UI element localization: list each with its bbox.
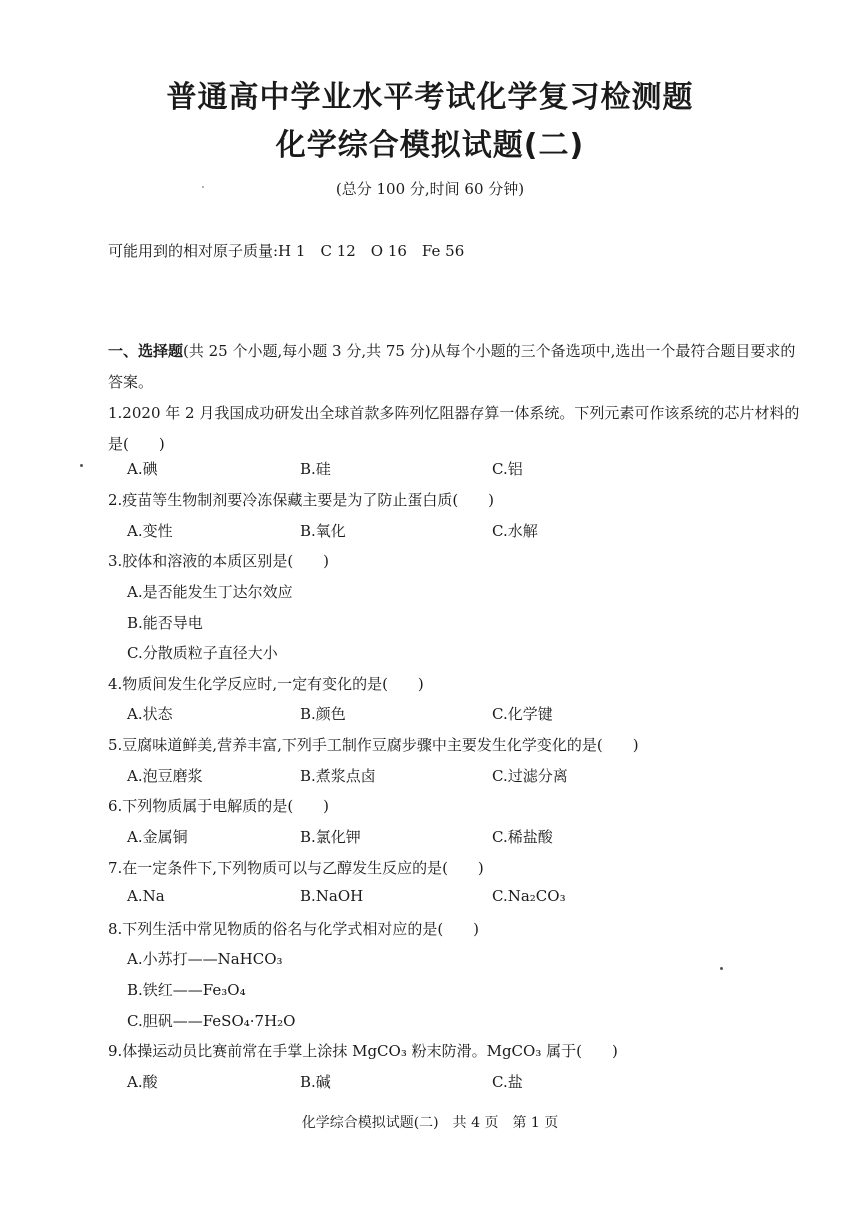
page-footer: 化学综合模拟试题(二) 共 4 页 第 1 页	[301, 1115, 559, 1131]
section-1-instruction: (共 25 个小题,每小题 3 分,共 75 分)从每个小题的三个备选项中,选出一个最符合题目要求的答案。	[108, 342, 796, 391]
question-7-stem: 7.在一定条件下,下列物质可以与乙醇发生反应的是( )	[108, 859, 484, 877]
question-2-option-b: B.氧化	[300, 522, 346, 540]
question-5-option-b: B.煮浆点卤	[300, 767, 376, 785]
question-1-stem: 1.2020 年 2 月我国成功研发出全球首款多阵列忆阻器存算一体系统。下列元素可作该系统的芯片材料的是( )	[108, 404, 800, 453]
question-8-option-c: C.胆矾——FeSO₄·7H₂O	[127, 1012, 296, 1030]
question-4-stem: 4.物质间发生化学反应时,一定有变化的是( )	[108, 675, 424, 693]
atomic-masses-note: 可能用到的相对原子质量:H 1 C 12 O 16 Fe 56	[108, 242, 465, 260]
question-6-option-c: C.稀盐酸	[492, 828, 553, 846]
question-7-option-b: B.NaOH	[300, 887, 364, 905]
score-time-note: (总分 100 分,时间 60 分钟)	[335, 180, 525, 198]
question-8-option-a: A.小苏打——NaHCO₃	[127, 950, 283, 968]
section-1-label: 一、选择题	[108, 342, 184, 360]
exam-series-title: 普通高中学业水平考试化学复习检测题	[166, 80, 694, 115]
question-9-stem: 9.体操运动员比赛前常在手掌上涂抹 MgCO₃ 粉末防滑。MgCO₃ 属于( )	[108, 1042, 618, 1060]
exam-paper-title: 化学综合模拟试题(二)	[275, 128, 585, 163]
question-1-option-b: B.硅	[300, 460, 331, 478]
scan-speck	[80, 464, 83, 467]
question-3-stem: 3.胶体和溶液的本质区别是( )	[108, 552, 330, 570]
scan-speck	[202, 186, 204, 188]
question-5-option-a: A.泡豆磨浆	[127, 767, 203, 785]
question-7-option-c: C.Na₂CO₃	[492, 887, 566, 905]
question-6-stem: 6.下列物质属于电解质的是( )	[108, 797, 330, 815]
question-5-option-c: C.过滤分离	[492, 767, 568, 785]
question-9-option-c: C.盐	[492, 1073, 523, 1091]
question-7-option-a: A.Na	[127, 887, 165, 905]
scan-speck	[720, 967, 723, 970]
question-2-option-c: C.水解	[492, 522, 538, 540]
question-8-option-b: B.铁红——Fe₃O₄	[127, 981, 246, 999]
section-1-heading	[108, 336, 808, 398]
question-2-option-a: A.变性	[127, 522, 173, 540]
question-3-option-c: C.分散质粒子直径大小	[127, 644, 278, 662]
question-9-option-b: B.碱	[300, 1073, 331, 1091]
question-1-option-a: A.碘	[127, 460, 158, 478]
question-6-option-b: B.氯化钾	[300, 828, 361, 846]
question-3-option-a: A.是否能发生丁达尔效应	[127, 583, 293, 601]
question-3-option-b: B.能否导电	[127, 614, 203, 632]
question-4-option-b: B.颜色	[300, 705, 346, 723]
question-6-option-a: A.金属铜	[127, 828, 188, 846]
question-4-option-c: C.化学键	[492, 705, 553, 723]
question-1-option-c: C.铝	[492, 460, 523, 478]
question-4-option-a: A.状态	[127, 705, 173, 723]
question-8-stem: 8.下列生活中常见物质的俗名与化学式相对应的是( )	[108, 920, 480, 938]
question-2-stem: 2.疫苗等生物制剂要冷冻保藏主要是为了防止蛋白质( )	[108, 491, 495, 509]
question-9-option-a: A.酸	[127, 1073, 158, 1091]
question-5-stem: 5.豆腐味道鲜美,营养丰富,下列手工制作豆腐步骤中主要发生化学变化的是( )	[108, 736, 639, 754]
